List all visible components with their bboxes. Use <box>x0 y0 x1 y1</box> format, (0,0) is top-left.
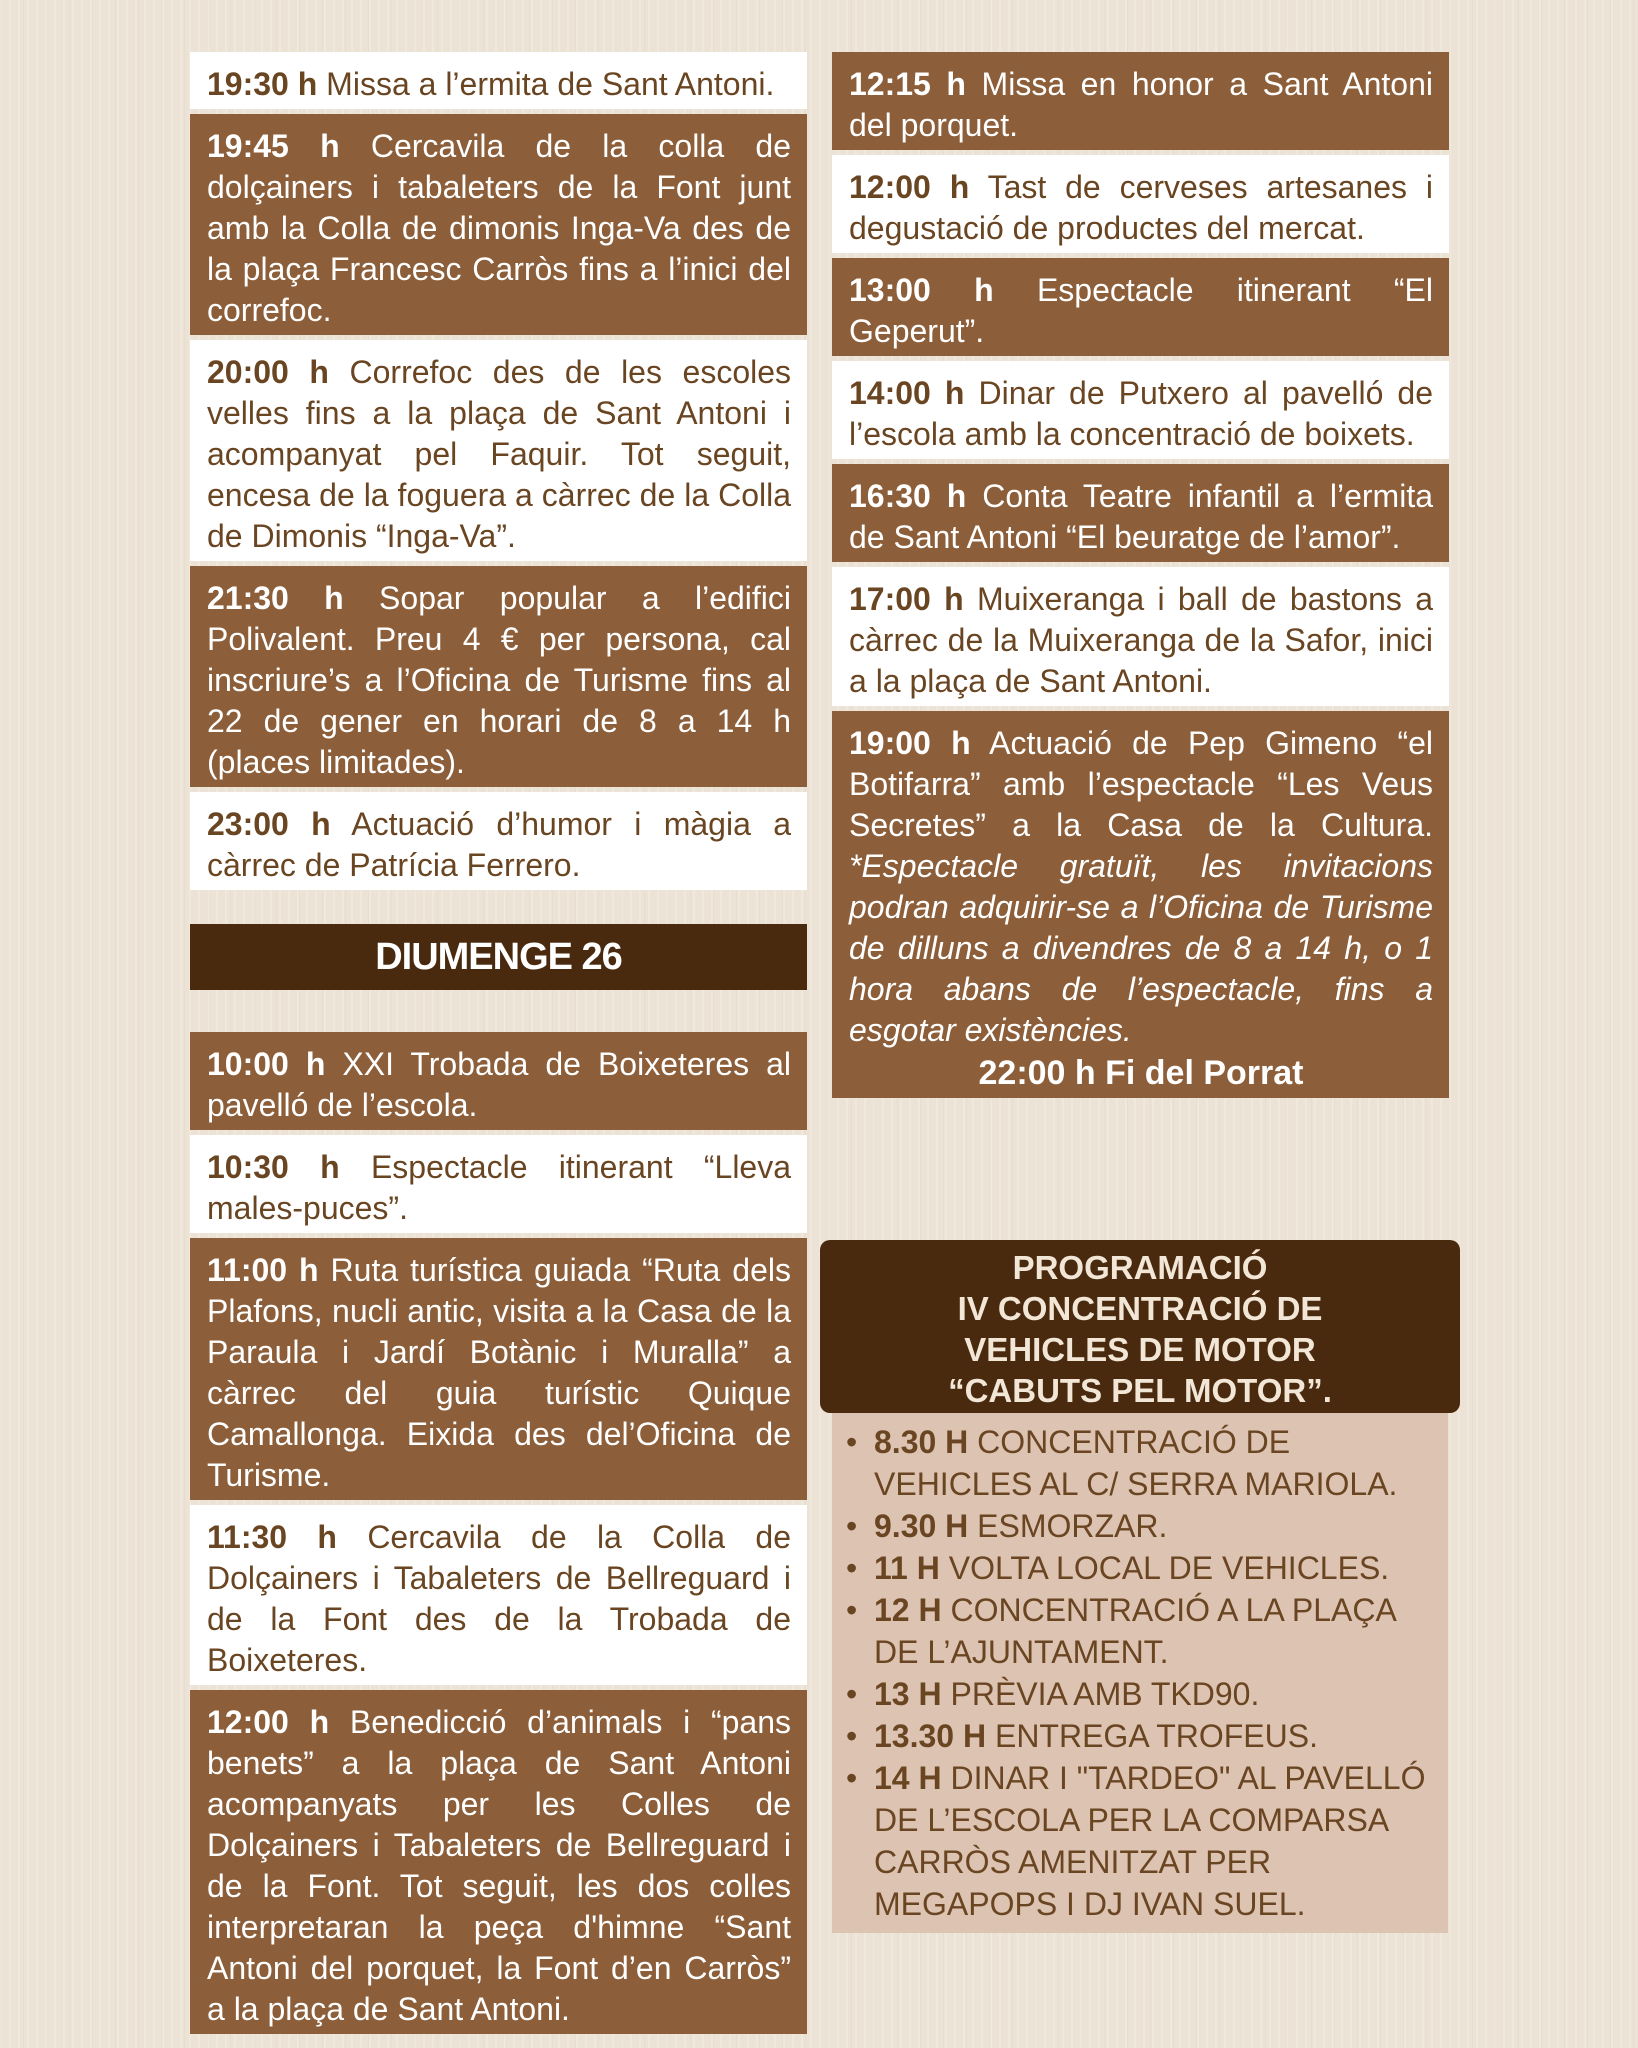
bullet-icon: • <box>846 1424 858 1460</box>
program-item-time: 13.30 H <box>874 1718 987 1754</box>
program-item <box>846 1673 1434 1715</box>
bullet-icon: • <box>846 1718 858 1754</box>
end-of-event: 22:00 h Fi del Porrat <box>978 1054 1304 1092</box>
entry-text: Actuació de Pep Gimeno “el Botifarra” amb l’espectacle “Les Veus Secretes” a la Casa de la Cultura. <box>849 725 1433 843</box>
schedule-entry <box>190 566 807 787</box>
program-item-time: 11 H <box>874 1550 940 1586</box>
program-item-text: ENTREGA TROFEUS. <box>994 1718 1318 1754</box>
program-item-text: PRÈVIA AMB TKD90. <box>950 1676 1260 1712</box>
left-column <box>190 52 807 2034</box>
entry-text: Muixeranga i ball de bastons a càrrec de la Muixeranga de la Safor, inici a la plaça de Sant Antoni. <box>849 581 1434 699</box>
saturday-schedule <box>190 52 807 890</box>
bullet-icon: • <box>846 1550 858 1586</box>
entry-time: 19:30 h <box>207 66 318 102</box>
schedule-entry <box>190 1135 807 1233</box>
program-title-line: PROGRAMACIÓ <box>1012 1249 1268 1286</box>
entry-text: Correfoc des de les escoles velles fins a la plaça de Sant Antoni i acompanyat pel Faquir. Tot seguit, encesa de la foguera a càrrec de la Colla de Dimonis “Inga-Va”. <box>207 354 792 554</box>
entry-time: 12:00 h <box>849 169 970 205</box>
schedule-entry <box>832 52 1449 150</box>
schedule-entry <box>832 464 1449 562</box>
program-item <box>846 1547 1434 1589</box>
entry-text: Espectacle itinerant “Lleva males-puces”. <box>207 1149 792 1226</box>
entry-text: Benedicció d’animals i “pans benets” a la plaça de Sant Antoni acompanyats per les Colles de Dolçainers i Tabaleters de Bellreguard i de la Font. Tot seguit, les dos colles interpretaran la peça d'himne “Sant Antoni del porquet, la Font d’en Carròs” a la plaça de Sant Antoni. <box>207 1704 792 2027</box>
schedule-entry <box>190 52 807 109</box>
program-item <box>846 1589 1434 1673</box>
schedule-entry <box>190 792 807 890</box>
schedule-entry <box>832 155 1449 253</box>
entry-time: 19:00 h <box>849 725 971 761</box>
entry-time: 16:30 h <box>849 478 967 514</box>
entry-time: 10:30 h <box>207 1149 340 1185</box>
schedule-entry <box>190 114 807 335</box>
entry-text: Cercavila de la Colla de Dolçainers i Tabaleters de Bellreguard i de la Font des de la Trobada de Boixeteres. <box>207 1519 792 1678</box>
sunday-schedule <box>190 1032 807 2034</box>
entry-time: 11:30 h <box>207 1519 337 1555</box>
entry-text: Dinar de Putxero al pavelló de l’escola amb la concentració de boixets. <box>849 375 1434 452</box>
right-column <box>832 52 1449 1098</box>
program-item-text: CONCENTRACIÓ DE VEHICLES AL C/ SERRA MARIOLA. <box>874 1424 1398 1502</box>
car-meetup-program <box>820 1240 1460 1933</box>
entry-time: 20:00 h <box>207 354 329 390</box>
entry-time: 10:00 h <box>207 1046 326 1082</box>
entry-time: 12:15 h <box>849 66 966 102</box>
entry-text: Conta Teatre infantil a l’ermita de Sant Antoni “El beuratge de l’amor”. <box>849 478 1433 555</box>
entry-text: XXI Trobada de Boixeteres al pavelló de l’escola. <box>207 1046 792 1123</box>
entry-text: Tast de cerveses artesanes i degustació de productes del mercat. <box>849 169 1434 246</box>
entry-time: 17:00 h <box>849 581 964 617</box>
entry-text: Cercavila de la colla de dolçainers i tabaleters de la Font junt amb la Colla de dimonis Inga-Va des de la plaça Francesc Carròs fins a l’inici del correfoc. <box>207 128 792 328</box>
program-item-time: 14 H <box>874 1760 942 1796</box>
entry-text: Missa a l’ermita de Sant Antoni. <box>326 66 775 102</box>
program-item-text: DINAR I "TARDEO" AL PAVELLÓ DE L’ESCOLA PER LA COMPARSA CARRÒS AMENITZAT PER MEGAPOPS I DJ IVAN SUEL. <box>874 1760 1426 1922</box>
schedule-entry <box>190 1505 807 1685</box>
schedule-entry <box>832 258 1449 356</box>
entry-text: Ruta turística guiada “Ruta dels Plafons, nucli antic, visita a la Casa de la Paraula i Jardí Botànic i Muralla” a càrrec del guia turístic Quique Camallonga. Eixida des del’Oficina de Turisme. <box>207 1252 792 1493</box>
entry-time: 23:00 h <box>207 806 331 842</box>
entry-time: 19:45 h <box>207 128 340 164</box>
entry-time: 21:30 h <box>207 580 344 616</box>
program-item-text: ESMORZAR. <box>977 1508 1168 1544</box>
entry-time: 14:00 h <box>849 375 965 411</box>
program-item <box>846 1757 1434 1925</box>
bullet-icon: • <box>846 1592 858 1628</box>
entry-text: Missa en honor a Sant Antoni del porquet. <box>849 66 1434 143</box>
program-item-time: 9.30 H <box>874 1508 969 1544</box>
schedule-entry <box>190 340 807 561</box>
entry-time: 13:00 h <box>849 272 994 308</box>
program-item <box>846 1421 1434 1505</box>
program-title-line: IV CONCENTRACIÓ DE <box>957 1290 1323 1327</box>
entry-text: Espectacle itinerant “El Geperut”. <box>849 272 1433 349</box>
bullet-icon: • <box>846 1508 858 1544</box>
program-title-line: VEHICLES DE MOTOR <box>964 1331 1316 1368</box>
schedule-entry <box>190 1238 807 1500</box>
program-item-text: VOLTA LOCAL DE VEHICLES. <box>948 1550 1390 1586</box>
program-title <box>820 1240 1460 1413</box>
bullet-icon: • <box>846 1676 858 1712</box>
entry-note: *Espectacle gratuït, les invitacions podran adquirir-se a l’Oficina de Turisme de dilluns a divendres de 8 a 14 h, o 1 hora abans de l’espectacle, fins a esgotar existències. <box>849 848 1433 1048</box>
entry-text: Sopar popular a l’edifici Polivalent. Preu 4 € per persona, cal inscriure’s a l’Oficina de Turisme fins al 22 de gener en horari de 8 a 14 h (places limitades). <box>207 580 791 780</box>
program-item-time: 8.30 H <box>874 1424 969 1460</box>
program-item-time: 13 H <box>874 1676 942 1712</box>
program-title-line: “CABUTS PEL MOTOR”. <box>948 1372 1332 1409</box>
sunday-schedule-continued <box>832 52 1449 706</box>
program-item <box>846 1715 1434 1757</box>
entry-time: 12:00 h <box>207 1704 330 1740</box>
schedule-entry <box>190 1032 807 1130</box>
program-item-time: 12 H <box>874 1592 942 1628</box>
schedule-entry-botifarra <box>832 711 1449 1098</box>
bullet-icon: • <box>846 1760 858 1796</box>
entry-time: 11:00 h <box>207 1252 319 1288</box>
program-item-text: CONCENTRACIÓ A LA PLAÇA DE L’AJUNTAMENT. <box>874 1592 1396 1670</box>
schedule-entry <box>832 567 1449 706</box>
schedule-entry <box>190 1690 807 2034</box>
program-item <box>846 1505 1434 1547</box>
schedule-entry <box>832 361 1449 459</box>
entry-text: Actuació d’humor i màgia a càrrec de Patrícia Ferrero. <box>207 806 791 883</box>
day-header: DIUMENGE 26 <box>190 924 807 990</box>
program-list <box>832 1405 1448 1933</box>
